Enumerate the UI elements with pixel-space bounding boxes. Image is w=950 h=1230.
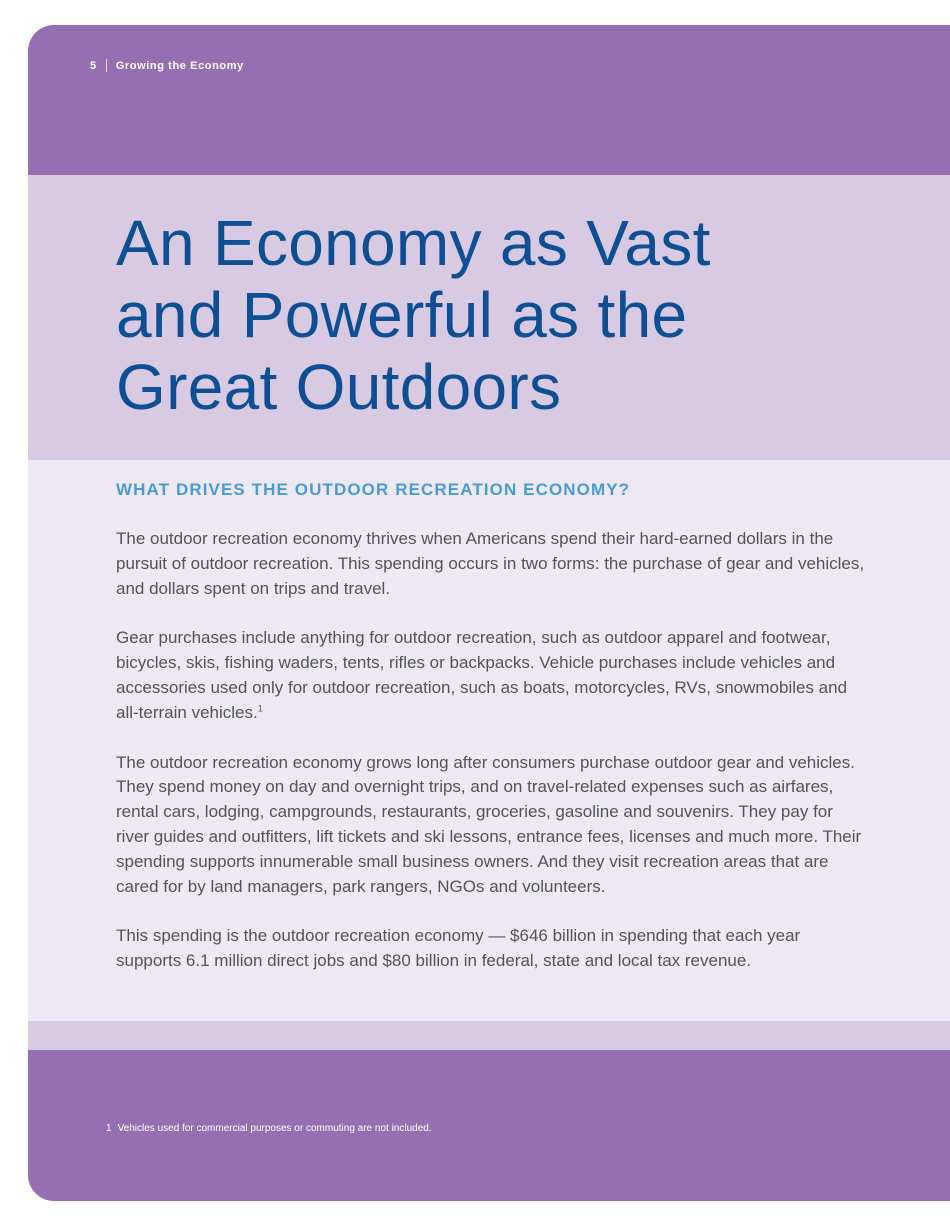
footnote-text: Vehicles used for commercial purposes or commuting are not included.: [117, 1123, 432, 1134]
title-band: [28, 175, 950, 460]
page-number: 5: [90, 59, 97, 72]
body-text: [116, 527, 866, 999]
footnote-reference: 1: [257, 703, 263, 714]
paragraph-2-text: Gear purchases include anything for outdoor recreation, such as outdoor apparel and footwear, bicycles, skis, fishing waders, tents, rifles or backpacks. Vehicle purchases include vehicles and accessories used only for outdoor recreation, such as boats, motorcycles, RVs, snowmobiles and all-terrain vehicles.: [116, 628, 848, 722]
page-title-line-3: Great Outdoors: [116, 351, 562, 423]
page-title: [116, 207, 711, 423]
section-title: Growing the Economy: [115, 59, 244, 72]
footnote-number: 1: [106, 1123, 112, 1134]
page-header: [90, 59, 244, 72]
page: [28, 25, 950, 1201]
content-band: [28, 460, 950, 1021]
paragraph-3: The outdoor recreation economy grows long after consumers purchase outdoor gear and vehicles. They spend money on day and overnight trips, and on travel-related expenses such as airfares, rental cars, lodging, campgrounds, restaurants, groceries, gasoline and souvenirs. They pay for river guides and outfitters, lift tickets and ski lessons, entrance fees, licenses and much more. Their spending supports innumerable small business owners. And they visit recreation areas that are cared for by land managers, park rangers, NGOs and volunteers.: [116, 752, 862, 896]
section-heading: WHAT DRIVES THE OUTDOOR RECREATION ECONOMY?: [116, 480, 631, 499]
paragraph-2: [116, 626, 866, 725]
footnote: [106, 1123, 432, 1134]
page-title-line-1: An Economy as Vast: [116, 207, 711, 279]
lower-divider-strip: [28, 1021, 950, 1050]
paragraph-4: This spending is the outdoor recreation economy — $646 billion in spending that each year supports 6.1 million direct jobs and $80 billion in federal, state and local tax revenue.: [116, 926, 801, 971]
paragraph-1: The outdoor recreation economy thrives when Americans spend their hard-earned dollars in the pursuit of outdoor recreation. This spending occurs in two forms: the purchase of gear and vehicles, and dollars spent on trips and travel.: [116, 529, 865, 598]
header-divider: [106, 59, 107, 72]
page-title-line-2: and Powerful as the: [116, 279, 688, 351]
